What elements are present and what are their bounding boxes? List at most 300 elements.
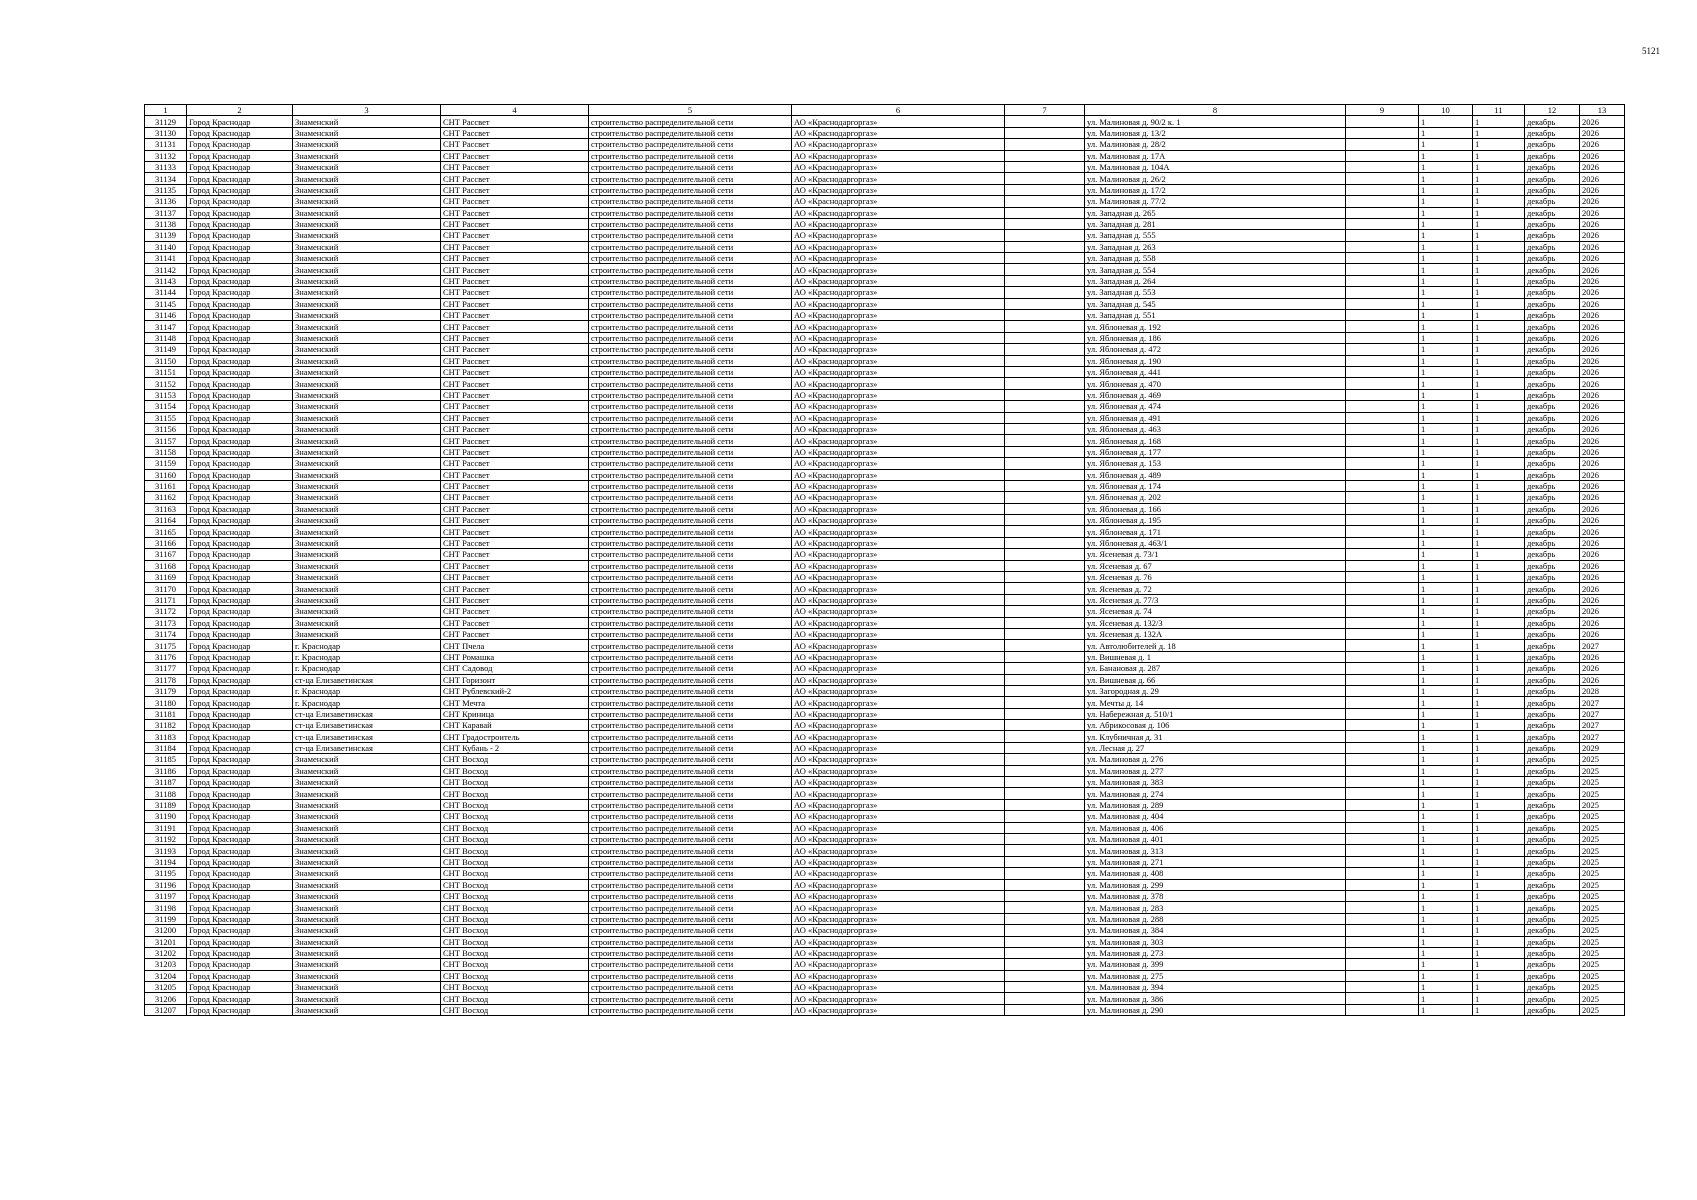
col-10-cell: 1 <box>1419 253 1473 264</box>
record-number-cell: 31135 <box>145 184 187 195</box>
col-11-cell: 1 <box>1473 161 1525 172</box>
municipality-cell: Город Краснодар <box>187 834 293 845</box>
table-row <box>145 446 1625 457</box>
settlement-cell: Знаменский <box>293 537 441 548</box>
community-cell: СНТ Ромашка <box>441 651 589 662</box>
work-type-cell: строительство распределительной сети <box>589 868 792 879</box>
municipality-cell: Город Краснодар <box>187 879 293 890</box>
community-cell: СНТ Горизонт <box>441 674 589 685</box>
operator-cell: АО «Краснодаргоргаз» <box>792 674 1005 685</box>
municipality-cell: Город Краснодар <box>187 423 293 434</box>
operator-cell: АО «Краснодаргоргаз» <box>792 401 1005 412</box>
settlement-cell: Знаменский <box>293 970 441 981</box>
record-number-cell: 31206 <box>145 993 187 1004</box>
col-11-cell: 1 <box>1473 936 1525 947</box>
address-cell: ул. Яблоневая д. 202 <box>1085 492 1346 503</box>
address-cell: ул. Яблоневая д. 491 <box>1085 412 1346 423</box>
table-row <box>145 515 1625 526</box>
col-7-cell <box>1005 332 1085 343</box>
col-10-cell: 1 <box>1419 685 1473 696</box>
community-cell: СНТ Рассвет <box>441 515 589 526</box>
address-cell: ул. Набережная д. 510/1 <box>1085 708 1346 719</box>
table-row <box>145 674 1625 685</box>
community-cell: СНТ Градостроитель <box>441 731 589 742</box>
col-7-cell <box>1005 150 1085 161</box>
settlement-cell: Знаменский <box>293 560 441 571</box>
municipality-cell: Город Краснодар <box>187 458 293 469</box>
record-number-cell: 31133 <box>145 161 187 172</box>
col-11-cell: 1 <box>1473 469 1525 480</box>
community-cell: СНТ Восход <box>441 788 589 799</box>
record-number-cell: 31187 <box>145 777 187 788</box>
municipality-cell: Город Краснодар <box>187 754 293 765</box>
settlement-cell: г. Краснодар <box>293 697 441 708</box>
year-cell: 2026 <box>1580 458 1625 469</box>
settlement-cell: Знаменский <box>293 287 441 298</box>
col-10-cell: 1 <box>1419 834 1473 845</box>
work-type-cell: строительство распределительной сети <box>589 116 792 127</box>
col-10-cell: 1 <box>1419 549 1473 560</box>
col-7-cell <box>1005 913 1085 924</box>
col-9-cell <box>1346 663 1419 674</box>
col-9-cell <box>1346 765 1419 776</box>
month-cell: декабрь <box>1525 423 1580 434</box>
operator-cell: АО «Краснодаргоргаз» <box>792 196 1005 207</box>
record-number-cell: 31181 <box>145 708 187 719</box>
year-cell: 2027 <box>1580 720 1625 731</box>
col-7-cell <box>1005 458 1085 469</box>
col-9-cell <box>1346 606 1419 617</box>
settlement-cell: Знаменский <box>293 572 441 583</box>
month-cell: декабрь <box>1525 469 1580 480</box>
col-10-cell: 1 <box>1419 184 1473 195</box>
year-cell: 2025 <box>1580 890 1625 901</box>
col-7-cell <box>1005 389 1085 400</box>
community-cell: СНТ Рассвет <box>441 549 589 560</box>
col-7-cell <box>1005 264 1085 275</box>
operator-cell: АО «Краснодаргоргаз» <box>792 606 1005 617</box>
col-9-cell <box>1346 754 1419 765</box>
col-9-cell <box>1346 777 1419 788</box>
col-9-cell <box>1346 913 1419 924</box>
table-row <box>145 458 1625 469</box>
table-row <box>145 287 1625 298</box>
settlement-cell: Знаменский <box>293 275 441 286</box>
year-cell: 2026 <box>1580 594 1625 605</box>
col-10-cell: 1 <box>1419 754 1473 765</box>
municipality-cell: Город Краснодар <box>187 663 293 674</box>
settlement-cell: Знаменский <box>293 947 441 958</box>
table-row <box>145 811 1625 822</box>
year-cell: 2025 <box>1580 765 1625 776</box>
col-9-cell <box>1346 720 1419 731</box>
col-7-cell <box>1005 685 1085 696</box>
col-9-cell <box>1346 492 1419 503</box>
col-11-cell: 1 <box>1473 344 1525 355</box>
work-type-cell: строительство распределительной сети <box>589 799 792 810</box>
record-number-cell: 31147 <box>145 321 187 332</box>
work-type-cell: строительство распределительной сети <box>589 423 792 434</box>
table-row <box>145 845 1625 856</box>
table-row <box>145 423 1625 434</box>
month-cell: декабрь <box>1525 959 1580 970</box>
col-7-cell <box>1005 617 1085 628</box>
year-cell: 2026 <box>1580 549 1625 560</box>
table-row <box>145 503 1625 514</box>
settlement-cell: Знаменский <box>293 503 441 514</box>
record-number-cell: 31188 <box>145 788 187 799</box>
table-row <box>145 116 1625 127</box>
col-11-cell: 1 <box>1473 435 1525 446</box>
col-10-cell: 1 <box>1419 651 1473 662</box>
operator-cell: АО «Краснодаргоргаз» <box>792 947 1005 958</box>
month-cell: декабрь <box>1525 720 1580 731</box>
community-cell: СНТ Рассвет <box>441 230 589 241</box>
column-header: 5 <box>589 105 792 116</box>
month-cell: декабрь <box>1525 355 1580 366</box>
column-header: 7 <box>1005 105 1085 116</box>
col-7-cell <box>1005 549 1085 560</box>
col-7-cell <box>1005 423 1085 434</box>
month-cell: декабрь <box>1525 275 1580 286</box>
operator-cell: АО «Краснодаргоргаз» <box>792 583 1005 594</box>
settlement-cell: Знаменский <box>293 127 441 138</box>
col-7-cell <box>1005 902 1085 913</box>
col-11-cell: 1 <box>1473 606 1525 617</box>
settlement-cell: Знаменский <box>293 480 441 491</box>
month-cell: декабрь <box>1525 902 1580 913</box>
col-9-cell <box>1346 822 1419 833</box>
col-9-cell <box>1346 936 1419 947</box>
col-7-cell <box>1005 959 1085 970</box>
record-number-cell: 31130 <box>145 127 187 138</box>
col-10-cell: 1 <box>1419 663 1473 674</box>
month-cell: декабрь <box>1525 196 1580 207</box>
operator-cell: АО «Краснодаргоргаз» <box>792 446 1005 457</box>
address-cell: ул. Банановая д. 287 <box>1085 663 1346 674</box>
operator-cell: АО «Краснодаргоргаз» <box>792 332 1005 343</box>
table-row <box>145 218 1625 229</box>
col-10-cell: 1 <box>1419 537 1473 548</box>
col-7-cell <box>1005 560 1085 571</box>
municipality-cell: Город Краснодар <box>187 811 293 822</box>
work-type-cell: строительство распределительной сети <box>589 617 792 628</box>
municipality-cell: Город Краснодар <box>187 184 293 195</box>
settlement-cell: Знаменский <box>293 617 441 628</box>
col-10-cell: 1 <box>1419 777 1473 788</box>
register-table <box>144 104 1625 1016</box>
record-number-cell: 31153 <box>145 389 187 400</box>
month-cell: декабрь <box>1525 674 1580 685</box>
table-row <box>145 959 1625 970</box>
work-type-cell: строительство распределительной сети <box>589 720 792 731</box>
work-type-cell: строительство распределительной сети <box>589 902 792 913</box>
record-number-cell: 31196 <box>145 879 187 890</box>
col-7-cell <box>1005 139 1085 150</box>
col-11-cell: 1 <box>1473 150 1525 161</box>
work-type-cell: строительство распределительной сети <box>589 161 792 172</box>
table-row <box>145 685 1625 696</box>
col-7-cell <box>1005 606 1085 617</box>
col-11-cell: 1 <box>1473 378 1525 389</box>
community-cell: СНТ Восход <box>441 834 589 845</box>
month-cell: декабрь <box>1525 173 1580 184</box>
col-10-cell: 1 <box>1419 310 1473 321</box>
municipality-cell: Город Краснодар <box>187 207 293 218</box>
month-cell: декабрь <box>1525 287 1580 298</box>
community-cell: СНТ Восход <box>441 959 589 970</box>
settlement-cell: Знаменский <box>293 412 441 423</box>
operator-cell: АО «Краснодаргоргаз» <box>792 993 1005 1004</box>
col-11-cell: 1 <box>1473 423 1525 434</box>
settlement-cell: Знаменский <box>293 936 441 947</box>
municipality-cell: Город Краснодар <box>187 412 293 423</box>
table-row <box>145 868 1625 879</box>
month-cell: декабрь <box>1525 628 1580 639</box>
col-10-cell: 1 <box>1419 412 1473 423</box>
operator-cell: АО «Краснодаргоргаз» <box>792 492 1005 503</box>
settlement-cell: Знаменский <box>293 355 441 366</box>
col-11-cell: 1 <box>1473 116 1525 127</box>
col-7-cell <box>1005 765 1085 776</box>
col-7-cell <box>1005 184 1085 195</box>
settlement-cell: Знаменский <box>293 184 441 195</box>
col-10-cell: 1 <box>1419 446 1473 457</box>
address-cell: ул. Ясеневая д. 77/3 <box>1085 594 1346 605</box>
col-10-cell: 1 <box>1419 913 1473 924</box>
month-cell: декабрь <box>1525 127 1580 138</box>
col-9-cell <box>1346 628 1419 639</box>
col-9-cell <box>1346 287 1419 298</box>
table-row <box>145 594 1625 605</box>
month-cell: декабрь <box>1525 161 1580 172</box>
year-cell: 2026 <box>1580 264 1625 275</box>
work-type-cell: строительство распределительной сети <box>589 537 792 548</box>
month-cell: декабрь <box>1525 640 1580 651</box>
address-cell: ул. Яблоневая д. 153 <box>1085 458 1346 469</box>
col-10-cell: 1 <box>1419 321 1473 332</box>
year-cell: 2026 <box>1580 173 1625 184</box>
municipality-cell: Город Краснодар <box>187 1004 293 1015</box>
municipality-cell: Город Краснодар <box>187 298 293 309</box>
year-cell: 2027 <box>1580 697 1625 708</box>
year-cell: 2026 <box>1580 310 1625 321</box>
settlement-cell: Знаменский <box>293 492 441 503</box>
record-number-cell: 31194 <box>145 856 187 867</box>
operator-cell: АО «Краснодаргоргаз» <box>792 321 1005 332</box>
community-cell: СНТ Рассвет <box>441 617 589 628</box>
col-9-cell <box>1346 731 1419 742</box>
record-number-cell: 31159 <box>145 458 187 469</box>
record-number-cell: 31150 <box>145 355 187 366</box>
col-11-cell: 1 <box>1473 298 1525 309</box>
table-row <box>145 628 1625 639</box>
col-11-cell: 1 <box>1473 241 1525 252</box>
record-number-cell: 31139 <box>145 230 187 241</box>
community-cell: СНТ Рассвет <box>441 526 589 537</box>
col-9-cell <box>1346 537 1419 548</box>
col-7-cell <box>1005 492 1085 503</box>
settlement-cell: Знаменский <box>293 332 441 343</box>
year-cell: 2026 <box>1580 617 1625 628</box>
community-cell: СНТ Рассвет <box>441 344 589 355</box>
settlement-cell: ст-ца Елизаветинская <box>293 674 441 685</box>
operator-cell: АО «Краснодаргоргаз» <box>792 230 1005 241</box>
col-10-cell: 1 <box>1419 936 1473 947</box>
settlement-cell: Знаменский <box>293 606 441 617</box>
municipality-cell: Город Краснодар <box>187 720 293 731</box>
year-cell: 2026 <box>1580 515 1625 526</box>
year-cell: 2025 <box>1580 754 1625 765</box>
table-row <box>145 389 1625 400</box>
col-7-cell <box>1005 708 1085 719</box>
record-number-cell: 31164 <box>145 515 187 526</box>
col-9-cell <box>1346 412 1419 423</box>
col-11-cell: 1 <box>1473 173 1525 184</box>
year-cell: 2026 <box>1580 537 1625 548</box>
community-cell: СНТ Рассвет <box>441 378 589 389</box>
record-number-cell: 31170 <box>145 583 187 594</box>
record-number-cell: 31207 <box>145 1004 187 1015</box>
community-cell: СНТ Рассвет <box>441 218 589 229</box>
table-row <box>145 925 1625 936</box>
month-cell: декабрь <box>1525 241 1580 252</box>
table-row <box>145 663 1625 674</box>
col-10-cell: 1 <box>1419 560 1473 571</box>
table-row <box>145 173 1625 184</box>
address-cell: ул. Яблоневая д. 469 <box>1085 389 1346 400</box>
settlement-cell: Знаменский <box>293 139 441 150</box>
col-7-cell <box>1005 161 1085 172</box>
record-number-cell: 31199 <box>145 913 187 924</box>
work-type-cell: строительство распределительной сети <box>589 856 792 867</box>
col-11-cell: 1 <box>1473 879 1525 890</box>
work-type-cell: строительство распределительной сети <box>589 777 792 788</box>
col-7-cell <box>1005 799 1085 810</box>
record-number-cell: 31193 <box>145 845 187 856</box>
operator-cell: АО «Краснодаргоргаз» <box>792 435 1005 446</box>
month-cell: декабрь <box>1525 697 1580 708</box>
address-cell: ул. Малиновая д. 399 <box>1085 959 1346 970</box>
operator-cell: АО «Краснодаргоргаз» <box>792 161 1005 172</box>
community-cell: СНТ Рассвет <box>441 435 589 446</box>
column-header: 3 <box>293 105 441 116</box>
col-9-cell <box>1346 503 1419 514</box>
record-number-cell: 31177 <box>145 663 187 674</box>
address-cell: ул. Ясеневая д. 76 <box>1085 572 1346 583</box>
col-11-cell: 1 <box>1473 811 1525 822</box>
record-number-cell: 31131 <box>145 139 187 150</box>
col-10-cell: 1 <box>1419 127 1473 138</box>
community-cell: СНТ Рассвет <box>441 492 589 503</box>
col-9-cell <box>1346 184 1419 195</box>
community-cell: СНТ Рассвет <box>441 321 589 332</box>
settlement-cell: Знаменский <box>293 845 441 856</box>
col-9-cell <box>1346 925 1419 936</box>
table-row <box>145 264 1625 275</box>
community-cell: СНТ Рассвет <box>441 332 589 343</box>
operator-cell: АО «Краснодаргоргаз» <box>792 765 1005 776</box>
work-type-cell: строительство распределительной сети <box>589 492 792 503</box>
year-cell: 2025 <box>1580 936 1625 947</box>
year-cell: 2026 <box>1580 127 1625 138</box>
col-7-cell <box>1005 173 1085 184</box>
community-cell: СНТ Рассвет <box>441 583 589 594</box>
col-11-cell: 1 <box>1473 230 1525 241</box>
municipality-cell: Город Краснодар <box>187 777 293 788</box>
address-cell: ул. Лесная д. 27 <box>1085 742 1346 753</box>
col-11-cell: 1 <box>1473 503 1525 514</box>
month-cell: декабрь <box>1525 389 1580 400</box>
municipality-cell: Город Краснодар <box>187 970 293 981</box>
operator-cell: АО «Краснодаргоргаз» <box>792 423 1005 434</box>
record-number-cell: 31176 <box>145 651 187 662</box>
settlement-cell: г. Краснодар <box>293 663 441 674</box>
table-row <box>145 241 1625 252</box>
address-cell: ул. Малиновая д. 289 <box>1085 799 1346 810</box>
col-10-cell: 1 <box>1419 515 1473 526</box>
month-cell: декабрь <box>1525 868 1580 879</box>
month-cell: декабрь <box>1525 344 1580 355</box>
year-cell: 2026 <box>1580 287 1625 298</box>
month-cell: декабрь <box>1525 560 1580 571</box>
operator-cell: АО «Краснодаргоргаз» <box>792 754 1005 765</box>
community-cell: СНТ Кубань - 2 <box>441 742 589 753</box>
col-9-cell <box>1346 982 1419 993</box>
address-cell: ул. Западная д. 545 <box>1085 298 1346 309</box>
municipality-cell: Город Краснодар <box>187 856 293 867</box>
table-row <box>145 344 1625 355</box>
settlement-cell: Знаменский <box>293 423 441 434</box>
col-11-cell: 1 <box>1473 663 1525 674</box>
work-type-cell: строительство распределительной сети <box>589 435 792 446</box>
col-10-cell: 1 <box>1419 959 1473 970</box>
address-cell: ул. Западная д. 554 <box>1085 264 1346 275</box>
col-11-cell: 1 <box>1473 139 1525 150</box>
settlement-cell: ст-ца Елизаветинская <box>293 720 441 731</box>
table-row <box>145 777 1625 788</box>
table-row <box>145 401 1625 412</box>
work-type-cell: строительство распределительной сети <box>589 925 792 936</box>
col-7-cell <box>1005 127 1085 138</box>
table-row <box>145 617 1625 628</box>
record-number-cell: 31179 <box>145 685 187 696</box>
month-cell: декабрь <box>1525 731 1580 742</box>
record-number-cell: 31152 <box>145 378 187 389</box>
community-cell: СНТ Рассвет <box>441 412 589 423</box>
municipality-cell: Город Краснодар <box>187 731 293 742</box>
record-number-cell: 31182 <box>145 720 187 731</box>
table-row <box>145 321 1625 332</box>
address-cell: ул. Яблоневая д. 463 <box>1085 423 1346 434</box>
municipality-cell: Город Краснодар <box>187 913 293 924</box>
operator-cell: АО «Краснодаргоргаз» <box>792 173 1005 184</box>
col-9-cell <box>1346 970 1419 981</box>
settlement-cell: г. Краснодар <box>293 640 441 651</box>
table-row <box>145 1004 1625 1015</box>
work-type-cell: строительство распределительной сети <box>589 708 792 719</box>
col-7-cell <box>1005 515 1085 526</box>
community-cell: СНТ Восход <box>441 993 589 1004</box>
address-cell: ул. Малиновая д. 401 <box>1085 834 1346 845</box>
table-row <box>145 275 1625 286</box>
operator-cell: АО «Краснодаргоргаз» <box>792 150 1005 161</box>
table-row <box>145 982 1625 993</box>
table-row <box>145 640 1625 651</box>
col-7-cell <box>1005 640 1085 651</box>
settlement-cell: Знаменский <box>293 594 441 605</box>
work-type-cell: строительство распределительной сети <box>589 936 792 947</box>
